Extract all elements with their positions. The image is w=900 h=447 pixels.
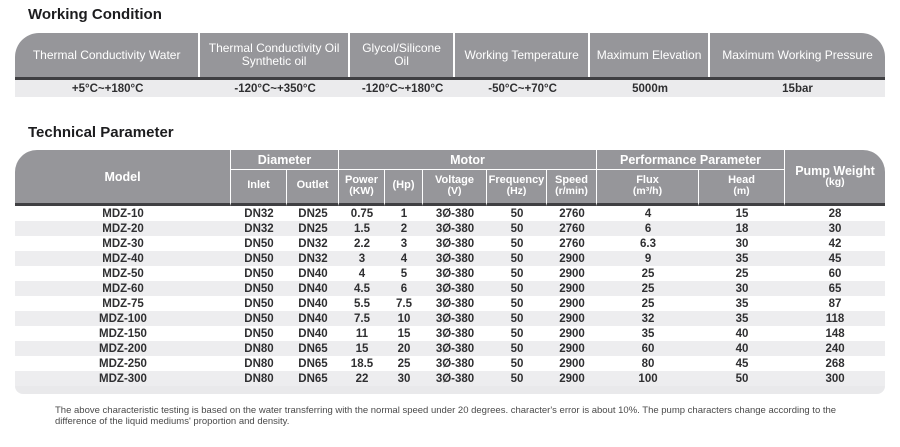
table-cell: 18.5 xyxy=(350,357,374,370)
technical-parameter-table xyxy=(15,150,885,386)
table-cell: 50 xyxy=(510,312,524,325)
table-cell: 6 xyxy=(400,282,408,295)
working-condition-table xyxy=(15,33,885,97)
table-cell: MDZ-250 xyxy=(99,357,147,370)
table-cell: MDZ-40 xyxy=(102,252,144,265)
table-cell: DN40 xyxy=(298,282,328,295)
table-cell: DN50 xyxy=(244,312,274,325)
table-cell: 3Ø-380 xyxy=(435,372,475,385)
header-group-row xyxy=(15,150,885,170)
table-row xyxy=(15,296,885,311)
table-cell: 50 xyxy=(510,297,524,310)
table-cell: DN40 xyxy=(298,327,328,340)
table-cell: MDZ-20 xyxy=(102,222,144,235)
table-cell: DN65 xyxy=(298,357,328,370)
table-cell: DN32 xyxy=(298,252,328,265)
table-cell: DN50 xyxy=(244,252,274,265)
table-cell: 25 xyxy=(397,357,411,370)
table-cell: 35 xyxy=(735,297,749,310)
table-cell: 5.5 xyxy=(354,297,370,310)
table-cell: 40 xyxy=(735,342,749,355)
table-cell: 50 xyxy=(510,252,524,265)
table-cell: DN65 xyxy=(298,342,328,355)
value-maximum-elevation: 5000m xyxy=(632,82,668,95)
table-cell: 0.75 xyxy=(350,207,374,220)
table-cell: 3Ø-380 xyxy=(435,252,475,265)
table-row xyxy=(15,281,885,296)
table-cell: DN80 xyxy=(244,372,274,385)
table-cell: 42 xyxy=(828,237,842,250)
value-thermal-water: +5°C~+180°C xyxy=(71,82,144,95)
table-cell: 268 xyxy=(825,357,845,370)
column-header-speed: Speed (r/min) xyxy=(547,170,597,206)
table-cell: 4.5 xyxy=(354,282,370,295)
table-cell: 32 xyxy=(641,312,655,325)
column-header-thermal-water: Thermal Conductivity Water xyxy=(15,33,200,77)
table-cell: DN40 xyxy=(298,297,328,310)
table-cell: 45 xyxy=(828,252,842,265)
table-cell: 18 xyxy=(735,222,749,235)
table-cell: 40 xyxy=(735,327,749,340)
value-thermal-oil: -120°C~+350°C xyxy=(234,82,316,95)
table-cell: 2900 xyxy=(559,252,585,265)
table-cell: 22 xyxy=(355,372,369,385)
table-cell: MDZ-100 xyxy=(99,312,147,325)
table-cell: 3Ø-380 xyxy=(435,342,475,355)
table-cell: MDZ-300 xyxy=(99,372,147,385)
table-cell: 3 xyxy=(358,252,366,265)
technical-parameter-title: Technical Parameter xyxy=(28,124,174,141)
group-header-performance-parameter: Performance Parameter xyxy=(597,150,785,170)
table-cell: 50 xyxy=(510,267,524,280)
table-cell: 1.5 xyxy=(354,222,370,235)
table-cell: MDZ-50 xyxy=(102,267,144,280)
table-cell: 50 xyxy=(510,342,524,355)
table-cell: 2900 xyxy=(559,357,585,370)
table-cell: 87 xyxy=(828,297,842,310)
table-cell: 300 xyxy=(825,372,845,385)
column-header-pump-weight xyxy=(785,150,885,206)
table-cell: DN32 xyxy=(244,207,274,220)
table-cell: 35 xyxy=(735,312,749,325)
value-maximum-working-pressure: 15bar xyxy=(782,82,813,95)
table-cell: 2900 xyxy=(559,312,585,325)
table-cell: 240 xyxy=(825,342,845,355)
table-cell: MDZ-10 xyxy=(102,207,144,220)
table-cell: MDZ-200 xyxy=(99,342,147,355)
table-cell: 10 xyxy=(397,312,411,325)
table-cell: 2900 xyxy=(559,282,585,295)
table-cell: 3Ø-380 xyxy=(435,312,475,325)
table-cell: 2900 xyxy=(559,372,585,385)
table-cell: 25 xyxy=(641,297,655,310)
table-cell: 6 xyxy=(644,222,652,235)
table-cell: 28 xyxy=(828,207,842,220)
table-cell: DN40 xyxy=(298,267,328,280)
table-cell: DN32 xyxy=(244,222,274,235)
table-cell: 3 xyxy=(400,237,408,250)
table-cell: 4 xyxy=(400,252,408,265)
value-glycol-silicone: -120°C~+180°C xyxy=(361,82,444,95)
column-header-thermal-oil: Thermal Conductivity Oil Synthetic oil xyxy=(200,33,350,77)
table-cell: 2760 xyxy=(559,207,585,220)
table-cell: 35 xyxy=(641,327,655,340)
table-cell: 30 xyxy=(397,372,411,385)
table-cell: 50 xyxy=(510,207,524,220)
table-cell: DN40 xyxy=(298,312,328,325)
table-cell: 25 xyxy=(641,267,655,280)
table-row xyxy=(15,236,885,251)
table-cell: 50 xyxy=(510,282,524,295)
table-cell: DN25 xyxy=(298,207,328,220)
table-cell: 3Ø-380 xyxy=(435,267,475,280)
table-cell: 100 xyxy=(638,372,658,385)
table-cell: 2.2 xyxy=(354,237,370,250)
column-header-maximum-elevation: Maximum Elevation xyxy=(590,33,710,77)
column-header-head: Head (m) xyxy=(699,170,785,206)
table-cell: 50 xyxy=(510,237,524,250)
table-cell: 9 xyxy=(644,252,652,265)
table-cell: 20 xyxy=(397,342,411,355)
table-cell: DN50 xyxy=(244,237,274,250)
column-header-inlet: Inlet xyxy=(231,170,287,206)
table-row xyxy=(15,221,885,236)
table-cell: MDZ-75 xyxy=(102,297,144,310)
table-cell: 2900 xyxy=(559,297,585,310)
table-cell: 30 xyxy=(828,222,842,235)
table-cell: 50 xyxy=(510,372,524,385)
table-cell: 1 xyxy=(400,207,408,220)
table-row xyxy=(15,251,885,266)
table-cell: 3Ø-380 xyxy=(435,297,475,310)
column-header-maximum-working-pressure: Maximum Working Pressure xyxy=(710,33,885,77)
table-cell: 2760 xyxy=(559,237,585,250)
column-header-flux: Flux (m³/h) xyxy=(597,170,699,206)
table-cell: 2900 xyxy=(559,267,585,280)
table-cell: MDZ-150 xyxy=(99,327,147,340)
table-row xyxy=(15,206,885,221)
group-header-motor: Motor xyxy=(339,150,597,170)
table-cell: 25 xyxy=(641,282,655,295)
working-condition-value-row xyxy=(15,80,885,97)
table-row xyxy=(15,341,885,356)
table-cell: 3Ø-380 xyxy=(435,327,475,340)
table-cell: MDZ-60 xyxy=(102,282,144,295)
table-cell: MDZ-30 xyxy=(102,237,144,250)
column-header-hp: (Hp) xyxy=(385,170,423,206)
table-cell: 65 xyxy=(828,282,842,295)
table-cell: 2760 xyxy=(559,222,585,235)
table-cell: 15 xyxy=(735,207,749,220)
table-cell: 4 xyxy=(644,207,652,220)
table-cell: 15 xyxy=(355,342,369,355)
table-cell: 7.5 xyxy=(396,297,412,310)
table-cell: 30 xyxy=(735,282,749,295)
column-header-voltage: Voltage (V) xyxy=(423,170,487,206)
table-cell: DN32 xyxy=(298,237,328,250)
table-cell: 80 xyxy=(641,357,655,370)
pump-weight-label: Pump Weight xyxy=(795,164,875,178)
table-cell: 11 xyxy=(355,327,369,340)
table-cell: 7.5 xyxy=(354,312,370,325)
table-cell: DN25 xyxy=(298,222,328,235)
table-cell: 50 xyxy=(510,357,524,370)
column-header-outlet: Outlet xyxy=(287,170,339,206)
table-cell: 148 xyxy=(825,327,845,340)
table-cell: DN80 xyxy=(244,357,274,370)
table-bottom-edge xyxy=(15,386,885,394)
column-header-model: Model xyxy=(15,150,231,206)
table-cell: 60 xyxy=(641,342,655,355)
table-cell: DN50 xyxy=(244,282,274,295)
table-cell: 3Ø-380 xyxy=(435,237,475,250)
table-cell: 2900 xyxy=(559,342,585,355)
table-cell: DN50 xyxy=(244,327,274,340)
column-header-frequency: Frequency (Hz) xyxy=(487,170,547,206)
table-cell: DN65 xyxy=(298,372,328,385)
table-cell: 118 xyxy=(825,312,845,325)
table-cell: 6.3 xyxy=(640,237,657,250)
table-cell: 4 xyxy=(358,267,366,280)
table-cell: 15 xyxy=(397,327,411,340)
table-row xyxy=(15,266,885,281)
table-cell: 3Ø-380 xyxy=(435,222,475,235)
table-cell: 50 xyxy=(510,222,524,235)
working-condition-title: Working Condition xyxy=(28,6,162,23)
technical-parameter-body xyxy=(15,206,885,386)
table-cell: 60 xyxy=(828,267,842,280)
table-cell: 3Ø-380 xyxy=(435,357,475,370)
table-cell: DN50 xyxy=(244,267,274,280)
table-cell: 3Ø-380 xyxy=(435,207,475,220)
table-cell: 2900 xyxy=(559,327,585,340)
footnote-text: The above characteristic testing is based on the water transferring with the normal speed under 20 degrees. character's error is about 10%. The pump characters change according to the difference of the liquid mediums' proportion and density. xyxy=(55,405,837,427)
table-cell: 5 xyxy=(400,267,408,280)
table-row xyxy=(15,356,885,371)
table-cell: DN80 xyxy=(244,342,274,355)
table-row xyxy=(15,371,885,386)
column-header-glycol-silicone: Glycol/Silicone Oil xyxy=(350,33,455,77)
table-cell: 25 xyxy=(735,267,749,280)
table-cell: 3Ø-380 xyxy=(435,282,475,295)
pump-weight-unit: (kg) xyxy=(825,176,845,188)
table-cell: 50 xyxy=(510,327,524,340)
table-row xyxy=(15,311,885,326)
value-working-temperature: -50°C~+70°C xyxy=(488,82,557,95)
working-condition-header-row xyxy=(15,33,885,80)
column-header-power: Power (KW) xyxy=(339,170,385,206)
table-row xyxy=(15,326,885,341)
group-header-diameter: Diameter xyxy=(231,150,339,170)
table-cell: 35 xyxy=(735,252,749,265)
column-header-working-temperature: Working Temperature xyxy=(455,33,590,77)
table-cell: DN50 xyxy=(244,297,274,310)
table-cell: 2 xyxy=(400,222,408,235)
table-cell: 45 xyxy=(735,357,749,370)
table-cell: 30 xyxy=(735,237,749,250)
table-cell: 50 xyxy=(735,372,749,385)
